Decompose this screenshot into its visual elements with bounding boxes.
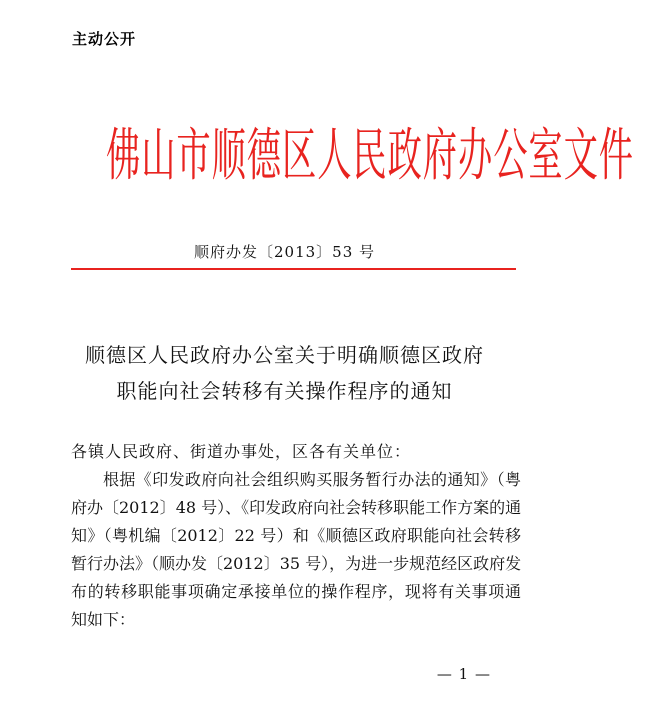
body-line-2: 府办〔2012〕48 号）、《印发政府向社会转移职能工作方案的通 [71, 498, 522, 517]
red-divider-line [71, 268, 516, 270]
masthead-title [70, 118, 635, 196]
title-line-1: 顺德区人民政府办公室关于明确顺德区政府 [85, 343, 484, 367]
body-paragraph [71, 466, 521, 634]
body-line-5: 布的转移职能事项确定承接单位的操作程序，现将有关事项通 [71, 582, 521, 601]
disclosure-label: 主动公开 [72, 30, 137, 48]
page-number: — 1 — [436, 665, 491, 683]
addressee-line: 各镇人民政府、街道办事处，区各有关单位： [71, 442, 412, 461]
body-line-3: 知》（粤机编〔2012〕22 号）和《顺德区政府职能向社会转移 [71, 526, 521, 545]
body-line-4: 暂行办法》（顺办发〔2012〕35 号），为进一步规范经区政府发 [71, 554, 522, 573]
document-title [52, 337, 517, 409]
document-number: 顺府办发〔2013〕53 号 [193, 243, 376, 261]
body-line-6: 知如下： [71, 610, 136, 629]
masthead-title-text: 佛山市顺德区人民政府办公室文件 [106, 123, 635, 189]
title-line-2: 职能向社会转移有关操作程序的通知 [116, 379, 453, 403]
body-line-1: 根据《印发政府向社会组织购买服务暂行办法的通知》（粤 [103, 470, 521, 489]
